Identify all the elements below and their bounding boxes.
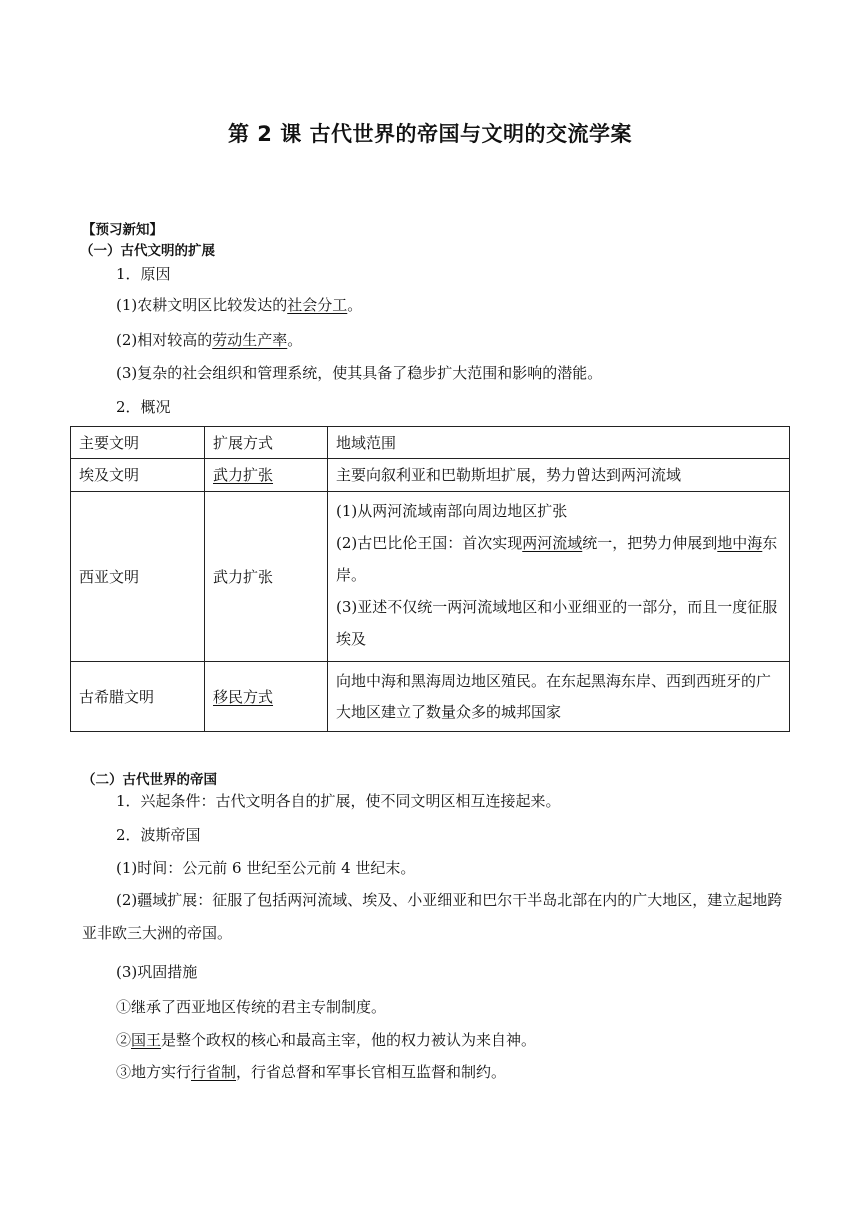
scope-line-1: (1)从两河流域南部向周边地区扩张	[336, 501, 568, 520]
scope-line-2	[336, 527, 781, 591]
scope-line-3: (3)亚述不仅统一两河流域地区和小亚细亚的一部分，而且一度征服埃及	[336, 597, 778, 648]
table-row	[71, 492, 790, 662]
measure-2-keyword: 国王	[131, 1031, 162, 1049]
persia-label: 2．波斯帝国	[116, 826, 201, 844]
cell-method	[205, 662, 328, 732]
measure-3	[116, 1061, 506, 1082]
persia-territory: (2)疆域扩展：征服了包括两河流域、埃及、小亚细亚和巴尔干半岛北部在内的广大地区，建立起地跨亚非欧三大洲的帝国。	[82, 891, 783, 942]
reason-3: (3)复杂的社会组织和管理系统，使其具备了稳步扩大范围和影响的潜能。	[116, 364, 603, 382]
overview-label: 2．概况	[116, 398, 171, 416]
expansion-table	[70, 426, 790, 732]
table-header-row	[71, 427, 790, 459]
measure-2-text: 是整个政权的核心和最高主宰，他的权力被认为来自神。	[161, 1031, 537, 1049]
reason-2-text: (2)相对较高的	[116, 331, 213, 349]
measure-3-suffix: ，行省总督和军事长官相互监督和制约。	[236, 1063, 507, 1081]
cell-civilization: 西亚文明	[71, 492, 205, 662]
cell-method: 武力扩张	[205, 492, 328, 662]
reason-1-keyword: 社会分工	[287, 296, 348, 314]
measure-2-number: ②	[116, 1031, 132, 1049]
reason-2-suffix: 。	[287, 331, 303, 349]
cell-scope: 向地中海和黑海周边地区殖民。在东起黑海东岸、西到西班牙的广大地区建立了数量众多的城邦国家	[328, 662, 790, 732]
reasons-label: 1．原因	[116, 265, 171, 283]
cell-civilization: 古希腊文明	[71, 662, 205, 732]
preview-heading: 【预习新知】	[82, 222, 163, 238]
rise-conditions: 1．兴起条件：古代文明各自的扩展，使不同文明区相互连接起来。	[116, 792, 561, 810]
measures-label: (3)巩固措施	[116, 963, 198, 981]
reason-2-keyword: 劳动生产率	[212, 331, 288, 349]
header-scope: 地域范围	[328, 427, 790, 459]
measure-3-text: ③地方实行	[116, 1063, 192, 1081]
measure-3-keyword: 行省制	[191, 1063, 237, 1081]
measure-2	[116, 1029, 536, 1050]
persia-time: (1)时间：公元前 6 世纪至公元前 4 世纪末。	[116, 859, 416, 877]
scope-2-keyword-a: 两河流域	[522, 533, 583, 552]
cell-civilization: 埃及文明	[71, 459, 205, 492]
method-keyword: 移民方式	[213, 687, 274, 706]
reason-1	[116, 294, 362, 315]
cell-scope	[328, 492, 790, 662]
method-keyword: 武力扩张	[213, 466, 274, 484]
section1-heading: （一）古代文明的扩展	[80, 243, 215, 259]
scope-2-text: (2)古巴比伦王国：首次实现	[336, 533, 523, 552]
reason-1-text: (1)农耕文明区比较发达的	[116, 296, 288, 314]
header-civilization: 主要文明	[71, 427, 205, 459]
table-row	[71, 662, 790, 732]
scope-2-keyword-b: 地中海	[717, 533, 763, 552]
page-title: 第 2 课 古代世界的帝国与文明的交流学案	[227, 122, 633, 146]
measure-1: ①继承了西亚地区传统的君主专制制度。	[116, 998, 387, 1016]
scope-2-text-b: 统一，把势力伸展到	[582, 533, 718, 552]
reason-1-suffix: 。	[347, 296, 363, 314]
reason-2	[116, 329, 302, 350]
header-method: 扩展方式	[205, 427, 328, 459]
cell-scope: 主要向叙利亚和巴勒斯坦扩展，势力曾达到两河流域	[328, 459, 790, 492]
scope-2-text-c: 东岸。	[336, 533, 778, 584]
cell-method	[205, 459, 328, 492]
section2-heading: （二）古代世界的帝国	[82, 772, 217, 788]
table-row	[71, 459, 790, 492]
